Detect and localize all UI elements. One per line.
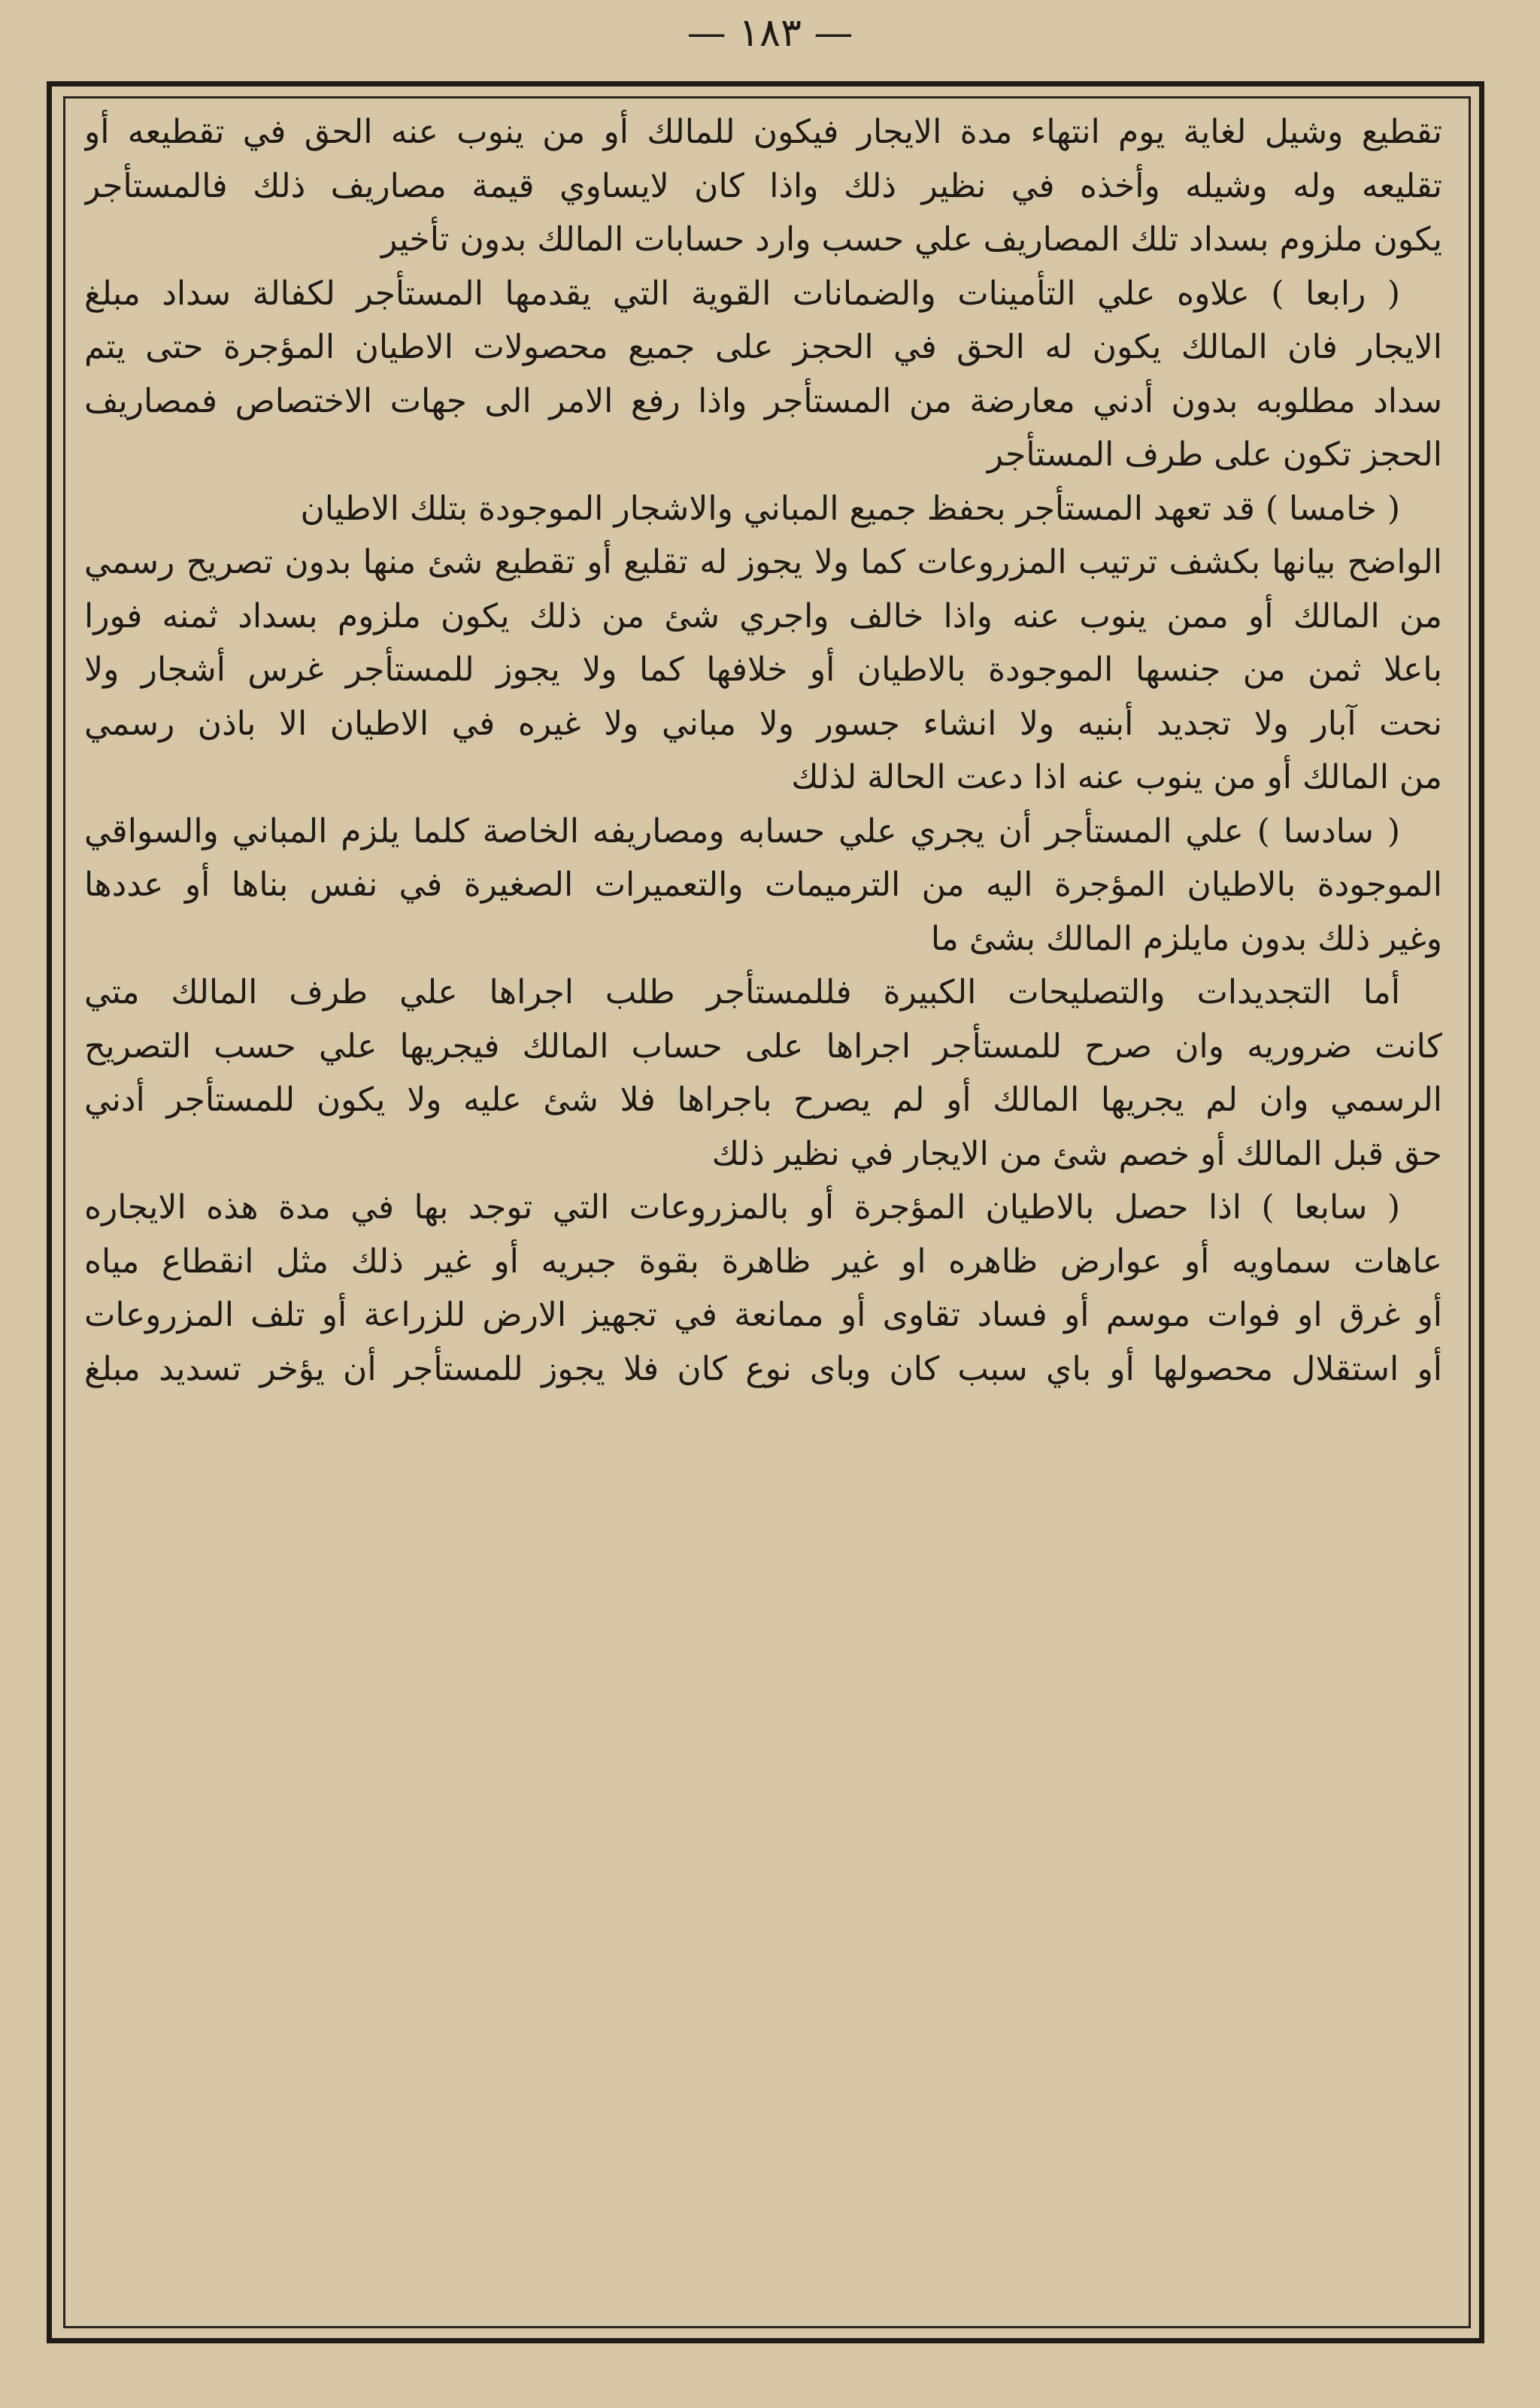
text-line: أو استقلال محصولها أو باي سبب كان وباى نوع كان فلا يجوز للمستأجر أن يؤخر تسديد مبلغ — [84, 1349, 1442, 1388]
text-line: أما التجديدات والتصليحات الكبيرة فللمستأجر طلب اجراها علي طرف المالك متي — [84, 973, 1400, 1011]
text-line: سداد مطلوبه بدون أدني معارضة من المستأجر واذا رفع الامر الى جهات الاختصاص فمصاريف — [84, 381, 1442, 420]
text-line: الايجار فان المالك يكون له الحق في الحجز على جميع محصولات الاطيان المؤجرة حتى يتم — [84, 328, 1442, 366]
text-line: ( خامسا ) قد تعهد المستأجر بحفظ جميع المباني والاشجار الموجودة بتلك الاطيان — [300, 489, 1400, 528]
text-line: وغير ذلك بدون مايلزم المالك بشئ ما — [930, 919, 1442, 958]
text-line: من المالك أو ممن ينوب عنه واذا خالف واجري شئ من ذلك يكون ملزوم بسداد ثمنه فورا — [84, 596, 1442, 635]
text-line: كانت ضروريه وان صرح للمستأجر اجراها على حساب المالك فيجريها علي حسب التصريح — [84, 1027, 1442, 1066]
text-line: الحجز تكون على طرف المستأجر — [987, 435, 1442, 474]
page-number: — ١٨٣ — — [687, 11, 853, 56]
text-line: أو غرق او فوات موسم أو فساد تقاوى أو ممانعة في تجهيز الارض للزراعة أو تلف المزروعات — [84, 1296, 1442, 1334]
text-line: يكون ملزوم بسداد تلك المصاريف علي حسب وارد حسابات المالك بدون تأخير — [381, 220, 1442, 259]
body-text — [84, 105, 1442, 1396]
text-line: باعلا ثمن من جنسها الموجودة بالاطيان أو خلافها كما ولا يجوز للمستأجر غرس أشجار ولا — [84, 651, 1442, 689]
text-line: ( سادسا ) علي المستأجر أن يجري علي حسابه ومصاريفه الخاصة كلما يلزم المباني والسواقي — [84, 811, 1400, 851]
text-line: من المالك أو من ينوب عنه اذا دعت الحالة لذلك — [791, 758, 1442, 796]
text-line: تقليعه وله وشيله وأخذه في نظير ذلك واذا كان لايساوي قيمة مصاريف ذلك فالمستأجر — [84, 166, 1442, 205]
text-line: الواضح بيانها بكشف ترتيب المزروعات كما ولا يجوز له تقليع أو تقطيع شئ منها بدون تصريح رسمي — [84, 543, 1442, 581]
text-line: حق قبل المالك أو خصم شئ من الايجار في نظير ذلك — [711, 1134, 1442, 1173]
text-line: تقطيع وشيل لغاية يوم انتهاء مدة الايجار فيكون للمالك أو من ينوب عنه الحق في تقطيعه أو — [84, 113, 1442, 151]
text-line: الرسمي وان لم يجريها المالك أو لم يصرح باجراها فلا شئ عليه ولا يكون للمستأجر أدني — [84, 1081, 1442, 1119]
text-line: ( رابعا ) علاوه علي التأمينات والضمانات القوية التي يقدمها المستأجر لكفالة سداد مبلغ — [84, 274, 1400, 313]
text-line: نحت آبار ولا تجديد أبنيه ولا انشاء جسور ولا مباني ولا غيره في الاطيان الا باذن رسمي — [84, 704, 1442, 743]
text-line: الموجودة بالاطيان المؤجرة اليه من الترميمات والتعميرات الصغيرة في نفس بناها أو عددها — [84, 866, 1442, 904]
text-line: ( سابعا ) اذا حصل بالاطيان المؤجرة أو بالمزروعات التي توجد بها في مدة هذه الايجاره — [84, 1188, 1400, 1227]
text-line: عاهات سماويه أو عوارض ظاهره او غير ظاهرة بقوة جبريه أو غير ذلك مثل انقطاع مياه — [84, 1242, 1442, 1281]
